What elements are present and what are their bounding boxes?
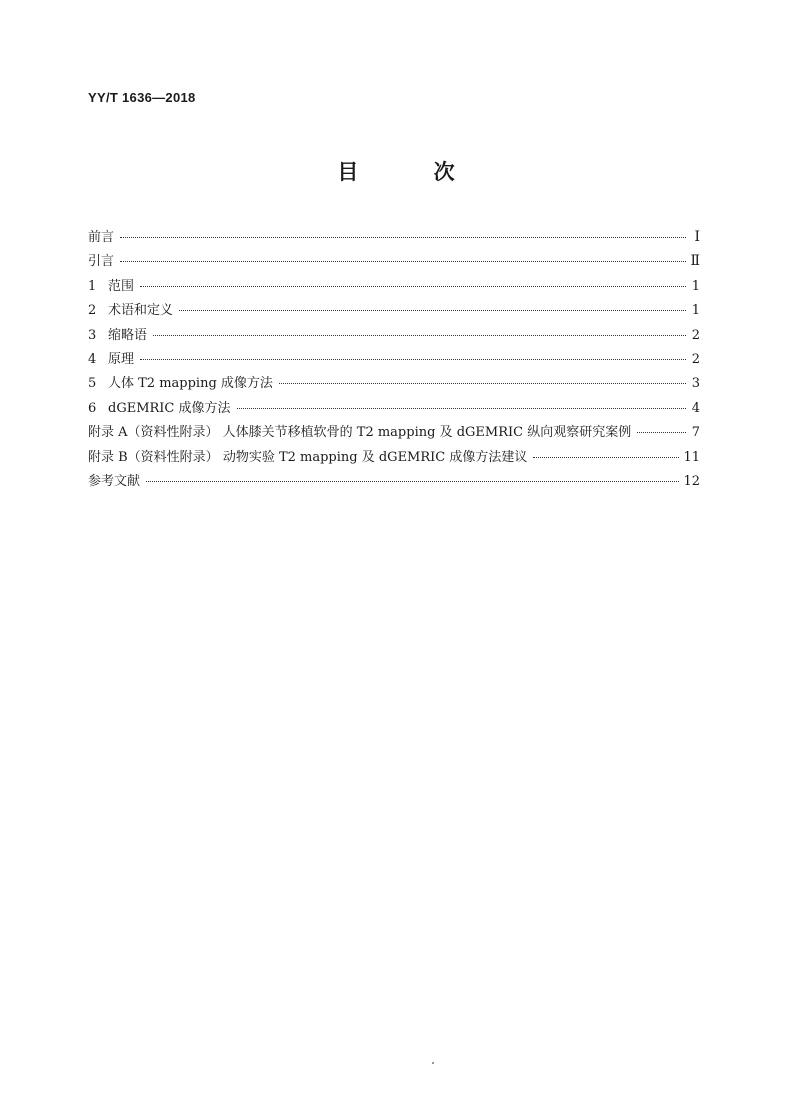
dot-leader [120, 261, 686, 262]
toc-entry-appendix-b[interactable] [88, 446, 700, 470]
page-title: 目 次 [337, 159, 489, 184]
toc-entry-references[interactable] [88, 470, 700, 494]
toc-entry-scope[interactable] [88, 275, 700, 299]
dot-leader [120, 237, 686, 238]
toc-entry-page: 2 [691, 351, 700, 367]
dot-leader [279, 383, 686, 384]
standard-code: YY/T 1636—2018 [88, 90, 196, 105]
toc-entry-label: 引言 [88, 254, 115, 270]
toc-entry-t2-mapping-method[interactable] [88, 372, 700, 396]
toc-entry-number: 2 [88, 303, 97, 319]
scan-speck [432, 1062, 434, 1064]
toc-entry-label: 参考文献 [88, 473, 141, 489]
toc-entry-preface[interactable] [88, 226, 700, 250]
toc-entry-page: 12 [683, 473, 700, 489]
toc-entry-label: 范围 [108, 278, 135, 294]
toc-entry-introduction[interactable] [88, 250, 700, 274]
dot-leader [140, 286, 686, 287]
toc-entry-number: 1 [88, 278, 97, 294]
dot-leader [237, 408, 686, 409]
toc-entry-number: 4 [88, 351, 97, 367]
toc-entry-page: Ⅱ [690, 253, 700, 270]
toc-entry-label: dGEMRIC 成像方法 [108, 400, 231, 416]
dot-leader [637, 432, 686, 433]
dot-leader [146, 481, 679, 482]
dot-leader [179, 310, 686, 311]
toc-entry-label: 术语和定义 [108, 303, 174, 319]
toc-entry-dgemric-method[interactable] [88, 397, 700, 421]
table-of-contents [88, 226, 700, 494]
toc-entry-page: 11 [683, 449, 700, 465]
toc-entry-page: 2 [691, 327, 700, 343]
toc-entry-label: 附录 A（资料性附录） 人体膝关节移植软骨的 T2 mapping 及 dGEMRIC 纵向观察研究案例 [88, 425, 632, 441]
toc-entry-principle[interactable] [88, 348, 700, 372]
toc-entry-label: 缩略语 [108, 327, 148, 343]
toc-entry-label: 前言 [88, 230, 115, 245]
toc-entry-page: 3 [691, 376, 700, 392]
toc-entry-page: 4 [691, 400, 700, 416]
toc-entry-number: 5 [88, 376, 97, 392]
toc-entry-page: 7 [691, 425, 700, 441]
toc-entry-page: Ⅰ [694, 229, 700, 245]
toc-entry-page: 1 [691, 278, 700, 294]
toc-entry-label: 人体 T2 mapping 成像方法 [108, 376, 273, 392]
toc-entry-label: 原理 [108, 351, 135, 367]
dot-leader [533, 457, 679, 458]
toc-entry-page: 1 [691, 303, 700, 319]
toc-entry-number: 6 [88, 400, 97, 416]
toc-entry-abbreviations[interactable] [88, 324, 700, 348]
toc-entry-label: 附录 B（资料性附录） 动物实验 T2 mapping 及 dGEMRIC 成像方法建议 [88, 449, 528, 465]
toc-entry-appendix-a[interactable] [88, 421, 700, 445]
toc-entry-terms[interactable] [88, 299, 700, 323]
dot-leader [153, 335, 686, 336]
dot-leader [140, 359, 686, 360]
toc-entry-number: 3 [88, 327, 97, 343]
